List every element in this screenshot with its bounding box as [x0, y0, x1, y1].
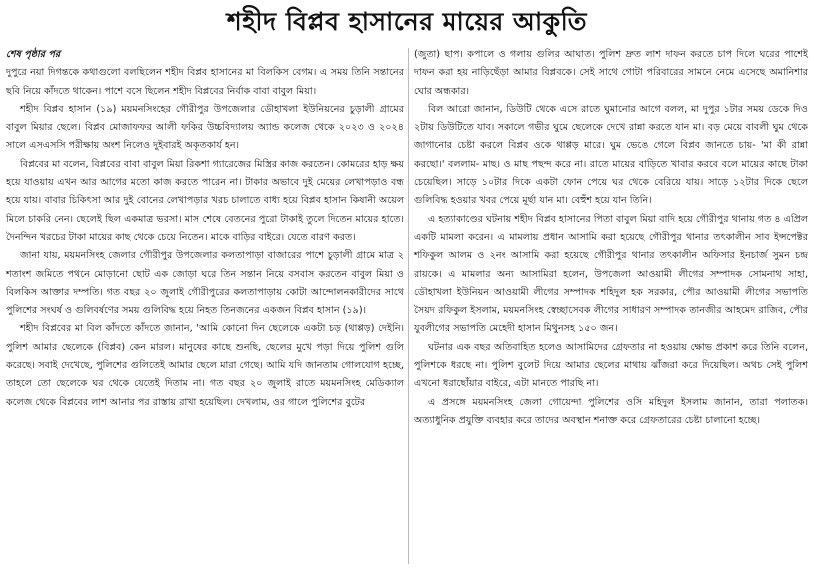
left-column — [6, 46, 404, 412]
continued-paragraph — [6, 46, 404, 101]
continued-label: শেষ পৃষ্ঠার পর — [6, 49, 61, 60]
paragraph: ঘটনার এক বছর অতিবাহিত হলেও আসামিদের গ্রেফতার না হওয়ায় ক্ষোভ প্রকাশ করে তিনি বলেন, পুলিশকে ধরছে না। পুলিশ বুলেট দিয়ে আমার ছেলের মাথায় ঝাঁজরা করে দিয়েছিল। অথচ সেই পুলিশ এখনো ধরাছোঁয়ার বাইরে, এটা মানতে পারছি না। — [414, 341, 808, 390]
paragraph: শহীদ বিপ্লব হাসান (১৯) ময়মনসিংহের গৌরীপুর উপজেলার ডৌহাখলা ইউনিয়নের চুড়ালী গ্রামের বাবুল মিয়ার ছেলে। বিপ্লব মোজাফফর আলী ফকির উচ্চবিদ্যালয় অ্যান্ড কলেজ থেকে ২০২৩ ও ২০২৪ সালে এসএসসি পরীক্ষায় অংশ নিলেও দুইবারই অকৃতকার্য হন। — [6, 103, 404, 152]
paragraph: শহীদ বিপ্লবের মা বিল কাঁদতে কাঁদতে জানান, 'আমি কোনো দিন ছেলেকে একটা চড় (থাপ্পড়) দেইনি। পুলিশ আমার ছেলেকে (বিপ্লব) কেন মারল। মানুষের কাছে শুনছি, ছেলের মুখে পড়া দিয়ে পুলিশ গুলি করেছে। সবাই দেখেছে, পুলিশের গুলিতেই আমার ছেলে মারা গেছে। আমি যদি জানতাম গোলযোগ হচ্ছে, তাহলে তো ছেলেকে ঘর থেকে যেতেই দিতাম না। গত বছর ২০ জুলাই রাতে ময়মনসিংহ মেডিক্যাল কলেজ থেকে বিপ্লবের লাশ আনার পর রাস্তায় রাখা হয়েছিল। দেখলাম, ওর গালে পুলিশের বুটের — [6, 323, 404, 408]
paragraph: এ হত্যাকাণ্ডের ঘটনায় শহীদ বিপ্লব হাসানের পিতা বাবুল মিয়া বাদি হয়ে গৌরীপুর থানায় গত ৪ এপ্রিল একটি মামলা করেন। এ মামলায় প্রধান আসামি করা হয়েছে গৌরীপুর থানার তৎকালীন সাব ইন্সপেক্টর শফিকুল আলম ও ২নং আসামি করা হয়েছে গৌরীপুর থানার তৎকালীন অফিসার ইনচার্জ সুমন চন্দ্র রায়কে। এ মামলার অন্য আসামিরা হলেন, উপজেলা আওয়ামী লীগের সম্পাদক সোমনাথ সাহা, ডৌহাখলা ইউনিয়ন আওয়ামী লীগের সম্পাদক শহিদুল হক সরকার, পৌর আওয়ামী লীগের সভাপতি সৈয়দ রফিকুল ইসলাম, ময়মনসিংহ স্বেচ্ছাসেবক লীগের সাধারণ সম্পাদক তানজীর আহমেদ রাজিব, পৌর যুবলীগের সভাপতি মেহেদী হাসান মিথুনসহ ১৫০ জন। — [414, 213, 808, 335]
paragraph: জানা যায়, ময়মনসিংহ জেলার গৌরীপুর উপজেলার কলতাপাড়া বাজারের পাশে চুড়ালী গ্রামে মাত্র ২ শতাংশ জমিতে পথনে মোড়ানো ছোট এক জোড়া ঘরে তিন সন্তান নিয়ে বসবাস করতেন বাবুল মিয়া ও বিলকিস আক্তার দম্পতি। গত বছর ২০ জুলাই গৌরীপুরের কলতাপাড়ায় কোটা আন্দোলনকারীদের সাথে পুলিশের সংঘর্ষ ও গুলিবর্ষণের সময় গুলিবিদ্ধ হয়ে নিহত তিনজনের একজন বিপ্লব হাসান (১৯)। — [6, 250, 404, 317]
column-divider — [408, 48, 409, 564]
paragraph: বিপ্লবের মা বলেন, বিপ্লবের বাবা বাবুল মিয়া রিকশা গ্যারেজের মিস্ত্রির কাজ করতেন। কোমরের হাড় ক্ষয় হয়ে যাওয়ায় এখন আর আগের মতো কাজ করতে পারেন না। টাকার অভাবে দুই মেয়ের লেখাপড়াও বন্ধ হয়ে যায়। বাবার চিকিৎসা আর দুই বোনের লেখাপড়ার খরচ চালাতে বাধ্য হয়ে বিপ্লব হাসান কিষানী অয়েল মিলে চাকরি নেন। ছেলেই ছিল একমাত্র ভরসা। মাস শেষে বেতনের পুরো টাকাই তুলে দিতেন মায়ের হাতে। দৈনন্দিন খরচের টাকা মায়ের কাছ থেকে চেয়ে নিতেন। মাকে বাড়ির বাইরে। যেতে বারণ করত। — [6, 158, 404, 243]
paragraph: এ প্রসঙ্গে ময়মনসিংহ জেলা গোয়েন্দা পুলিশের ওসি মহিদুল ইসলাম জানান, তারা পলাতক। অত্যাধুনিক প্রযুক্তি ব্যবহার করে তাদের অবস্থান শনাক্ত করে গ্রেফতারের চেষ্টা চালানো হচ্ছে। — [414, 396, 808, 426]
headline: শহীদ বিপ্লব হাসানের মায়ের আকুতি — [226, 7, 588, 36]
right-column — [414, 46, 808, 430]
paragraph: বিল আরো জানান, ডিউটি থেকে এসে রাতে ঘুমানোর আগে বলল, মা দুপুর ১টার সময় ডেকে দিও ২টায় ডিউটিতে যাব। সকালে গভীর ঘুমে ছেলেকে দেখে রান্না করতে যান মা। বড় মেয়ে বাবলী ঘুম থেকে জাগানোর চেষ্টা করলে বিপ্লব ওকে থাপ্পড় মারে। ঘুম ভেঙে গেলে বিপ্লব জানতে চায়- 'মা কী রান্না করছো।' বললাম- মাছ। ও মাছ পছন্দ করে না। রাতে মায়ের বাড়িতে খাবার করবে বলে মায়ের কাছে টাকা চেয়েছিল। সাড়ে ১০টার দিকে একটা ফোন পেয়ে ঘর থেকে বেরিয়ে যায়। সাড়ে ১২টার দিকে ছেলে গুলিবিদ্ধ হওয়ার খবর পেয়ে মূর্ছা যান মা। বেহুঁশ হয়ে যান তিনি। — [414, 103, 808, 207]
paragraph: দুপুরে নয়া দিগন্তকে কথাগুলো বলছিলেন শহীদ বিপ্লব হাসানের মা বিলকিস বেগম। এ সময় তিনি সন্তানের ছবি নিয়ে কাঁদতে থাকেন। পাশে বসে ছিলেন শহীদ বিপ্লবের নির্বাক বাবা বাবুল মিয়া। — [6, 67, 404, 97]
paragraph: (জুতা) ছাপ। কপালে ও গলায় গুলির আঘাত। পুলিশ দ্রুত লাশ দাফন করতে চাপ দিলে ঘরের পাশেই দাফন করা হয় নাড়িছেঁড়া আমার বিপ্লবকে। সেই সাথে গোটা পরিবারের সামনে নেমে এসেছে অমানিশার ঘোর অন্ধকার। — [414, 49, 808, 97]
